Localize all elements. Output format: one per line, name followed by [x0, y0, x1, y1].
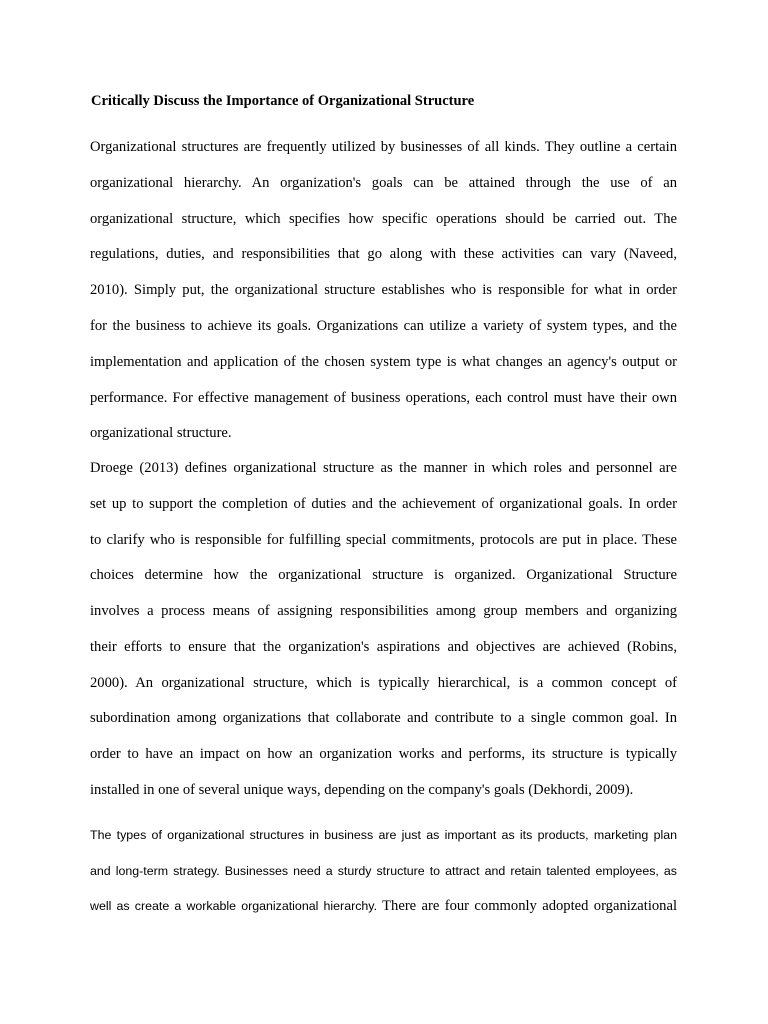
document-title: Critically Discuss the Importance of Organizational Structure: [91, 93, 475, 109]
paragraph-1-line: organizational structure, which specifies how specific operations should be carried out. The: [90, 211, 677, 227]
paragraph-1-line: for the business to achieve its goals. Organizations can utilize a variety of system types, and the: [90, 318, 677, 334]
paragraph-1-line: 2010). Simply put, the organizational structure establishes who is responsible for what in order: [90, 282, 677, 298]
paragraph-2-line: subordination among organizations that collaborate and contribute to a single common goal. In: [90, 710, 677, 726]
paragraph-1-line: organizational hierarchy. An organization's goals can be attained through the use of an: [90, 175, 677, 191]
paragraph-1-line: regulations, duties, and responsibilities that go along with these activities can vary (Naveed,: [90, 246, 677, 262]
paragraph-1-line: Organizational structures are frequently utilized by businesses of all kinds. They outline a certain: [90, 139, 677, 155]
paragraph-2-line: installed in one of several unique ways, depending on the company's goals (Dekhordi, 2009).: [90, 782, 634, 798]
paragraph-3-line: The types of organizational structures in business are just as important as its products, marketing plan: [90, 828, 677, 842]
paragraph-1-line: organizational structure.: [90, 425, 232, 441]
paragraph-2-line: set up to support the completion of duties and the achievement of organizational goals. In order: [90, 496, 677, 512]
paragraph-3-line: and long-term strategy. Businesses need a sturdy structure to attract and retain talented employees, as: [90, 864, 677, 878]
paragraph-2-line: to clarify who is responsible for fulfilling special commitments, protocols are put in place. These: [90, 532, 677, 548]
paragraph-2-line: 2000). An organizational structure, which is typically hierarchical, is a common concept of: [90, 675, 677, 691]
paragraph-2-line: their efforts to ensure that the organization's aspirations and objectives are achieved (Robins,: [90, 639, 677, 655]
paragraph-1-line: implementation and application of the chosen system type is what changes an agency's output or: [90, 354, 677, 370]
paragraph-2-line: choices determine how the organizational structure is organized. Organizational Structure: [90, 567, 677, 583]
paragraph-3-line-serif-part: There are four commonly adopted organizational: [377, 898, 677, 914]
paragraph-3-line: [90, 898, 677, 915]
paragraph-3-line-sans-part: well as create a workable organizational hierarchy.: [90, 899, 378, 913]
paragraph-2-line: involves a process means of assigning responsibilities among group members and organizing: [90, 603, 677, 619]
paragraph-2-line: order to have an impact on how an organization works and performs, its structure is typically: [90, 746, 677, 762]
paragraph-2-line: Droege (2013) defines organizational structure as the manner in which roles and personnel are: [90, 460, 677, 476]
paragraph-1-line: performance. For effective management of business operations, each control must have their own: [90, 390, 677, 406]
